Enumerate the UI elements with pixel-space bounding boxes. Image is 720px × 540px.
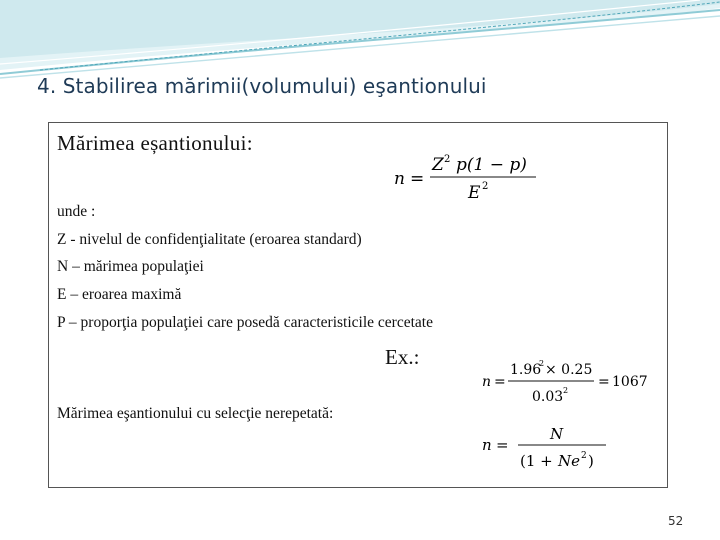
sample-size-formula bbox=[390, 150, 550, 210]
example-eq: = bbox=[494, 374, 506, 390]
nonrepeated-den-open: (1 + bbox=[520, 452, 553, 470]
example-formula-svg bbox=[480, 356, 655, 408]
nonrepeated-lhs: n bbox=[482, 436, 492, 454]
definition-n: N – mărimea populaţiei bbox=[57, 258, 204, 275]
nonrepeated-num: N bbox=[550, 425, 564, 443]
nonrepeated-formula-svg bbox=[480, 420, 620, 474]
box-heading: Mărimea eșantionului: bbox=[57, 131, 253, 155]
example-den-exp: 2 bbox=[563, 386, 569, 395]
formula-den-e: E bbox=[468, 183, 481, 203]
example-num-rest: × 0.25 bbox=[545, 362, 593, 378]
sample-size-formula-svg bbox=[390, 150, 550, 206]
nonrepeated-den-exp: 2 bbox=[581, 451, 587, 461]
formula-num-rest: p(1 − p) bbox=[456, 155, 527, 175]
example-lhs: n bbox=[482, 374, 492, 390]
header-swoosh-decoration bbox=[0, 0, 720, 80]
example-num-exp: 2 bbox=[539, 359, 545, 368]
slide-title: 4. Stabilirea mărimii(volumului) eşantionului bbox=[37, 74, 487, 98]
formula-num-z: Z bbox=[432, 155, 444, 175]
page-number: 52 bbox=[668, 514, 684, 528]
nonrepeated-den-close: ) bbox=[588, 452, 594, 470]
nonrepeated-formula bbox=[480, 420, 620, 478]
formula-num-exp: 2 bbox=[444, 154, 451, 165]
example-formula bbox=[480, 356, 655, 412]
formula-lhs: n bbox=[394, 169, 405, 189]
example-result-eq: = bbox=[598, 374, 610, 390]
definitions-intro: unde : bbox=[57, 203, 96, 220]
formula-den-exp: 2 bbox=[482, 181, 489, 192]
example-num: 1.96 bbox=[510, 362, 542, 378]
nonrepeated-eq: = bbox=[496, 436, 509, 454]
formula-eq: = bbox=[410, 169, 425, 189]
definition-p: P – proporţia populaţiei care posedă caracteristicile cercetate bbox=[57, 314, 433, 331]
example-den: 0.03 bbox=[532, 389, 564, 405]
example-result: 1067 bbox=[612, 374, 648, 390]
nonrepeated-label: Mărimea eşantionului cu selecţie nerepetată: bbox=[57, 405, 334, 422]
nonrepeated-den-n: Ne bbox=[558, 452, 581, 470]
definition-z: Z - nivelul de confidenţialitate (eroarea standard) bbox=[57, 231, 362, 248]
definition-e: E – eroarea maximă bbox=[57, 286, 182, 303]
example-label: Ex.: bbox=[385, 345, 420, 369]
